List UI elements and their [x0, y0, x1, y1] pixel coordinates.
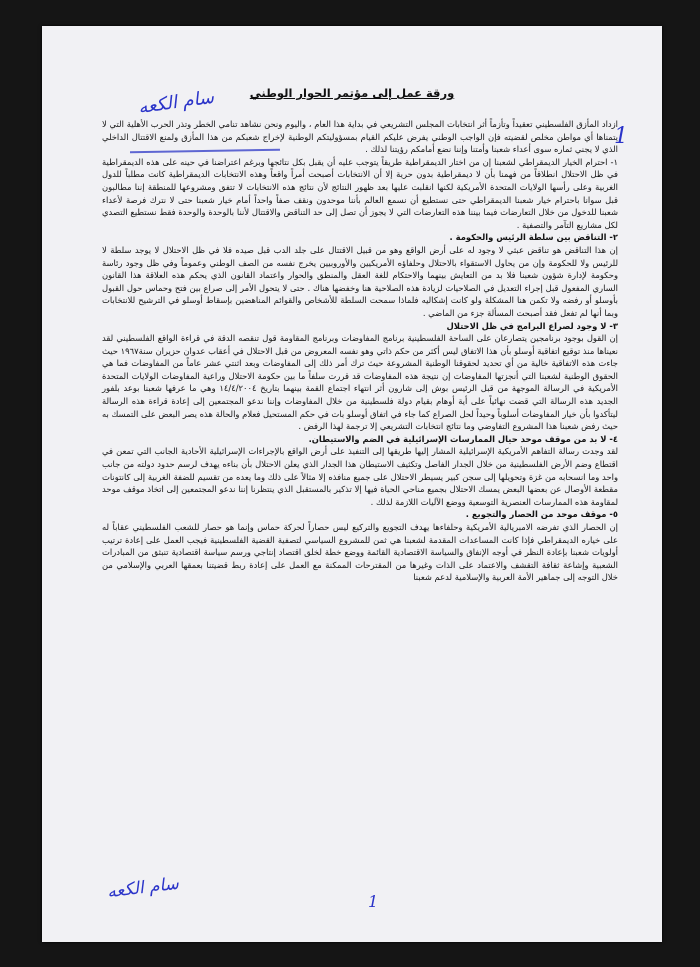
- document-body: [102, 118, 618, 584]
- heading-2: ٢- التناقض بين سلطة الرئيس والحكومة .: [449, 232, 618, 243]
- paragraph-4: لقد وجدت رسالة التفاهم الأمريكية الإسرائيلية المشار إليها طريقها إلى التنفيذ على أرض الواقع بالإجراءات الإسرائيلية الأحادية الجانب التي تمعن في اقتطاع وضم الأرض الفلسطينية من خلال الجدار الفاصل وتكثيف الاستيطان هذا الجدار الذي يعلن الاحتلال بأن بناءه يهدف لرسم حدود دولته من جانب واحد وما انسحابه من غزة وتحويلها إلى سجن كبير يسيطر الاحتلال على جميع منافذه إلا مثالاً على ذلك وما يعده من تقسيم للضفة الغربية إلى كانتونات مقطعة الأوصال عن بعضها البعض يمسك الاحتلال بجميع مناحي الحياة فيها إلا تذكير بالمستقبل الذي ينتظرنا إننا ندعو المجتمعين إلى اتخاذ موقف موحد لمقاومة هذه الممارسات العنصرية التوسعية ووضع الآليات اللازمة لذلك .: [102, 446, 618, 507]
- handwritten-page-mark-bottom: 1: [368, 892, 379, 911]
- heading-3: ٣- لا وجود لصراع البرامج في ظل الاحتلال: [446, 320, 618, 331]
- paragraph-3: إن القول بوجود برنامجين يتصارعان على الساحة الفلسطينية برنامج المفاوضات وبرنامج المقاومة قول تنقصه الدقة في قراءة الواقع الفلسطيني لقد نعيناها منذ توقيع اتفاقية أوسلو بأن هذا الاتفاق ليس أكثر من حكم ذاتي وهو نفسه المعروض من قبل الاحتلال في أعقاب عدوان حزيران سنة١٩٦٧ حيث جاءت هذه الاتفاقية خالية من أي تحديد لحقوقنا الوطنية المشروعة حيث ترك أمر ذلك إلى المفاوضات وبعد اثنتي عشر عاماً من المفاوضات فما هي الحقوق الوطنية لشعبنا التي أنجزتها المفاوضات إن نتيجة هذه المفاوضات قد قررت سلفاً ما بين حكومة الاحتلال وراعية المفاوضات الولايات المتحدة الأمريكية في الرسالة الموجهة من قبل الرئيس بوش إلى شارون أثر انتهاء اجتماع القمة بينهما بتاريخ ١٤/٤/٢٠٠٤ وهي ما عرفها شعبنا بوعد بلفور الجديد هذه الرسالة التي قضت نهائياً على أية أوهام بقيام دولة فلسطينية من خلال المفاوضات وإننا ندعو المجتمعين إلى إعادة قراءة هذه الرسالة ليتأكدوا بأن خيار المفاوضات أسلوباً وحيداً لحل الصراع كما جاء في اتفاق أوسلو بات في حكم المستحيل فعلام والحالة هذه يصر البعض على التمسك به حيث رفض شعبنا هذا المشروع التفاوضي وما نتائج انتخابات التشريعي إلا ترجمة لهذا الرفض .: [102, 333, 618, 432]
- paragraph-1: ١- احترام الخيار الديمقراطي لشعبنا إن من اختار الديمقراطية طريقاً يتوجب عليه أن يقبل بكل نتائجها وبرغم اعتراضنا في حينه على هذه الديمقراطية في ظل الاحتلال انطلاقاً من فهمنا بأن لا ديمقراطية بدون حرية إلا أن الانتخابات أصبحت أمراً واقعاً وهذه الانتخابات الديمقراطية كانت مطلباً للدول الغربية وعلى رأسها الولايات المتحدة الأمريكية لكنها انقلبت عليها بعد ظهور النتائج لأن نتائج هذه الانتخابات لا تتفق ومشروعها للمنطقة إننا مطالبون قبل سوانا باحترام خيار شعبنا الديمقراطي حتى نستطيع أن نسمع العالم بأننا موحدون ونقف صفاً واحداً أمام خيار شعبنا حتى لا نترك فرصة لأعداء شعبنا للدخول من خلال التعارضات فيما بيننا هذه التعارضات التي لا يجوز أن تصل إلى حد التناقض والاقتتال لأننا بالوحدة والوحدة فقط نستطيع التصدي لكل مشاريع التآمر والتصفية .: [102, 156, 618, 230]
- handwritten-signature-bottom: سام الكعه: [106, 873, 180, 903]
- paragraph-2: إن هذا التناقض هو تناقض عبثي لا وجود له على أرض الواقع وهو من قبيل الاقتتال على جلد الدب قبل صيده فلا في ظل الاحتلال لا يوجد سلطة لا للرئيس ولا للحكومة وإن من يحاول الاستقواء بالاحتلال وحلفاؤه الأمريكيين والأوروبيين يخرج نفسه من الصف الوطني وعموماً وفي ظل وجود رئاسة وحكومة لإدارة شؤون شعبنا فلا بد من التعايش بينهما والاحتكام للغة العقل والمنطق والحوار واعتماد القانون الذي يحكم هذه العلاقة هذا القانون الساري المفعول قبل إجراء التعديل في الصلاحيات لزيادة هذه الصلاحية هنا وخفضها هناك . حتى لا يتحول الأمر إلى صراع بين فتح وحماس حول القبول بأوسلو أو رفضه ولا تكمن هنا المشكلة ولو كانت إشكاليه فلماذا سمحت السلطة للأشخاص والقوائم المناهضين بإسقاط أوسلو في الترشيح للانتخابات وبما أنها لم تفعل فقد أصبحت المسألة جزء من الماضي .: [102, 244, 618, 318]
- document-page: [42, 26, 662, 942]
- heading-5: ٥- موقف موحد من الحصار والتجويع .: [465, 509, 618, 520]
- document-title: ورقة عمل إلى مؤتمر الحوار الوطني: [249, 86, 455, 100]
- heading-4: ٤- لا بد من موقف موحد حيال الممارسات الإسرائيلية في الضم والاستيطان.: [308, 433, 618, 444]
- paragraph-intro: ازداد المأزق الفلسطيني تعقيداً وتأزماً أثر انتخابات المجلس التشريعي في بداية هذا العام ، واليوم ونحن نشاهد تنامي الخطر وتذر الحرب الأهلية التي لا يتمناها أي مواطن مخلص لقضيته فإن الواجب الوطني يفرض عليكم القيام بمسؤوليتكم الوطنية لإخراج شعبكم من هذا المأزق ولمنع الاقتتال الداخلي الذي لا يجني ثماره سوى أعداء شعبنا وأمتنا وإننا نضع أمامكم رؤيتنا لذلك .: [102, 119, 618, 155]
- paragraph-5: إن الحصار الذي تفرضه الامبريالية الأمريكية وحلفاءها يهدف التجويع والتركيع ليس حصاراً لحركة حماس وإنما هو حصار للشعب الفلسطيني عقاباً له على خياره الديمقراطي فإذا كانت المساعدات المقدمة لشعبنا هي ثمن للمشروع السياسي لتصفية القضية الفلسطينية فيجب العمل على إعادة ترتيب أولويات شعبنا بإعادة النظر في أوجه الإنفاق والسياسة الاقتصادية القائمة ووضع خطة لخلق اقتصاد إنتاجي ورسم سياسة اقتصادية تنبثق من المبادرات الشعبية وإشاعة ثقافة التقشف والاعتماد على الذات وغيرها من المقترحات الممكنة مع العمل على إعادة ربط قضيتنا بعمقها العربي والإسلامي من خلال التوجه إلى جماهير الأمة العربية والإسلامية لدعم شعبنا: [102, 522, 618, 583]
- handwritten-signature-top: سام الكعه: [136, 86, 216, 119]
- handwritten-page-mark-right: 1: [614, 124, 628, 149]
